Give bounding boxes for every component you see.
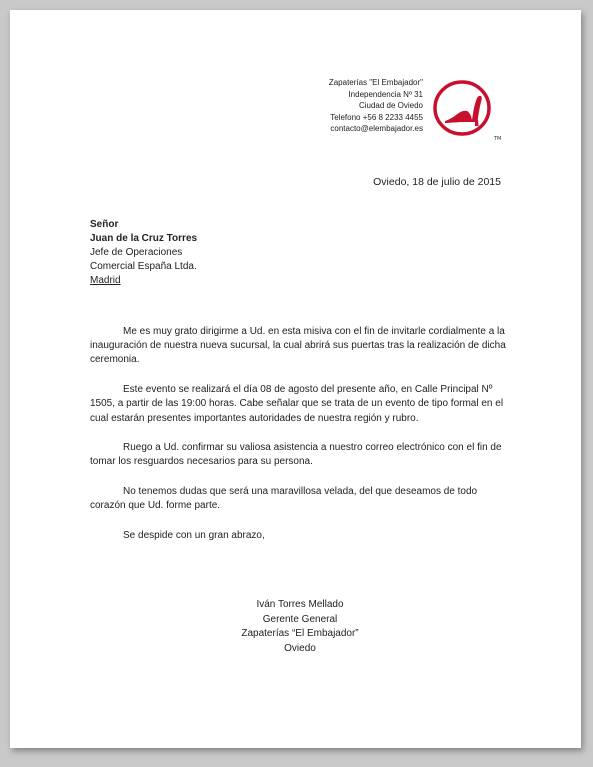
closing-line: Se despide con un gran abrazo,: [123, 530, 265, 542]
company-address: Independencia Nº 31: [348, 89, 423, 99]
red-high-heel-shoe-icon: [432, 76, 504, 144]
company-phone: Telefono +56 8 2233 4455: [330, 112, 423, 122]
recipient-block: [90, 218, 197, 288]
recipient-salutation: Señor: [90, 219, 119, 230]
letter-date: Oviedo, 18 de julio de 2015: [373, 176, 501, 188]
signature-block: [170, 598, 430, 656]
company-city: Ciudad de Oviedo: [358, 101, 423, 110]
letter-body: [90, 325, 515, 559]
company-name: Zapaterías "El Embajador": [328, 78, 423, 87]
recipient-city: Madrid: [90, 275, 121, 286]
body-paragraph: No tenemos dudas que será una maravillosa velada, del que deseamos de todo corazón que Ud. forme parte.: [90, 486, 478, 512]
signer-title: Gerente General: [262, 613, 338, 625]
letter-page: [10, 10, 581, 748]
recipient-company: Comercial España Ltda.: [90, 261, 197, 272]
trademark-mark: TM: [494, 136, 502, 142]
recipient-position: Jefe de Operaciones: [90, 247, 183, 258]
signer-company: Zapaterías “El Embajador”: [241, 628, 359, 639]
company-email: contacto@elembajador.es: [330, 124, 423, 133]
body-paragraph: Este evento se realizará el día 08 de agosto del presente año, en Calle Principal Nº 1505, a partir de las 19:00 horas. Cabe señalar que se trata de un evento de tipo formal en el cual estarán presentes importantes autoridades de nuestra región y rubro.: [90, 384, 504, 424]
signer-name: Iván Torres Mellado: [256, 599, 344, 610]
body-paragraph: Ruego a Ud. confirmar su valiosa asistencia a nuestro correo electrónico con el fin de tomar los resguardos necesarios para su persona.: [90, 442, 502, 468]
letterhead: [223, 77, 423, 135]
body-paragraph: Me es muy grato dirigirme a Ud. en esta misiva con el fin de invitarle cordialmente a la inauguración de nuestra nueva sucursal, la cual abrirá sus puertas tras la realización de dicha ceremonia.: [90, 326, 506, 366]
signer-city: Oviedo: [284, 642, 316, 654]
recipient-name: Juan de la Cruz Torres: [90, 233, 198, 244]
